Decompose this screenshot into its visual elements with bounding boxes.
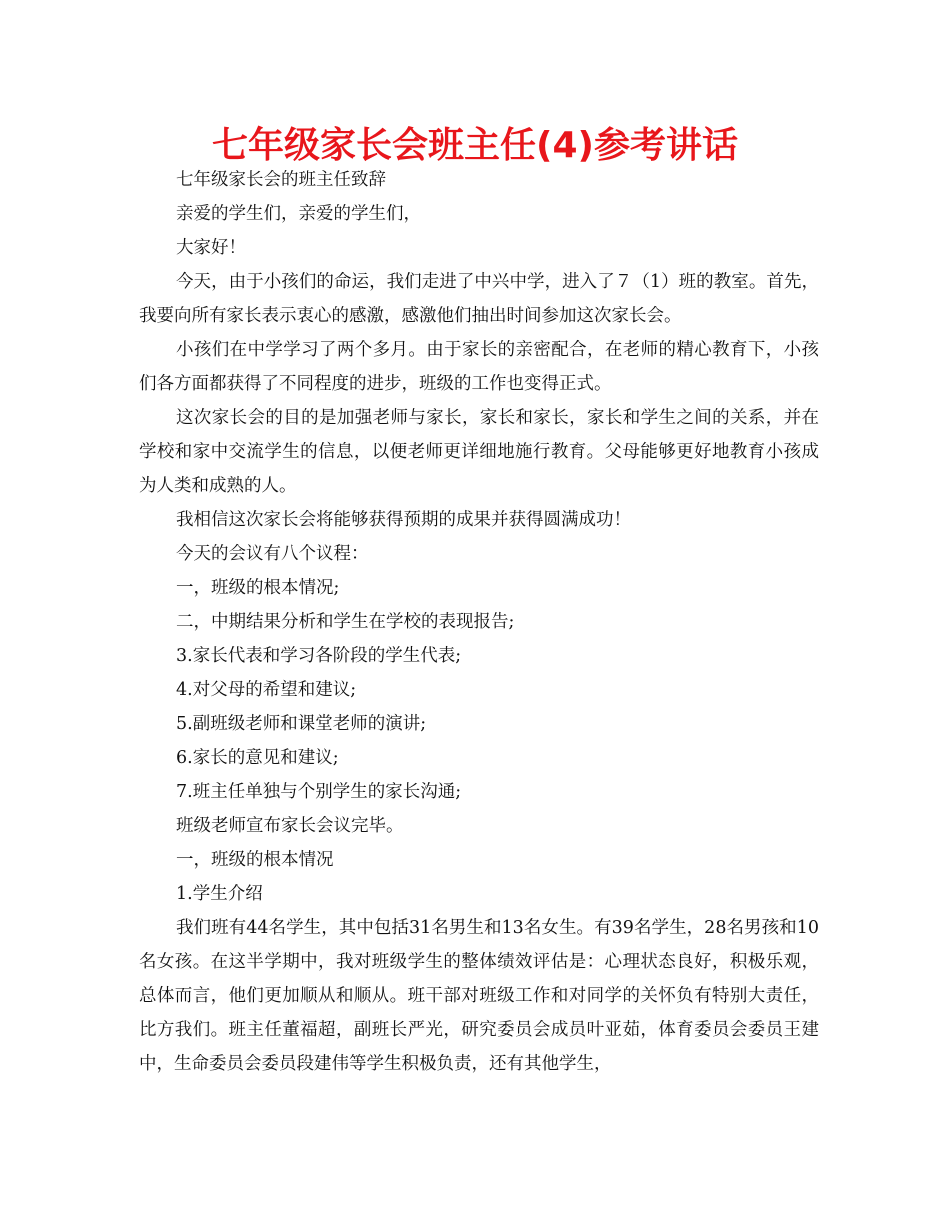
paragraph: 我相信这次家长会将能够获得预期的成果并获得圆满成功！ bbox=[176, 510, 631, 530]
section-heading: 一，班级的根本情况 bbox=[176, 850, 334, 870]
paragraph: 大家好！ bbox=[176, 238, 246, 258]
paragraph: 班级老师宣布家长会议完毕。 bbox=[176, 816, 404, 836]
agenda-item: 二，中期结果分析和学生在学校的表现报告; bbox=[176, 612, 515, 632]
document-title: 七年级家长会班主任(4)参考讲话 bbox=[212, 125, 738, 166]
agenda-item: 4.对父母的希望和建议; bbox=[176, 680, 357, 700]
paragraph: 今天，由于小孩们的命运，我们走进了中兴中学，进入了７（1）班的教室。首先，我要向所有家长表示衷心的感激，感激他们抽出时间参加这次家长会。 bbox=[139, 272, 819, 326]
agenda-item: 6.家长的意见和建议; bbox=[176, 748, 339, 768]
paragraph: 亲爱的学生们，亲爱的学生们， bbox=[176, 204, 421, 224]
agenda-item: 一，班级的根本情况; bbox=[176, 578, 340, 598]
subsection-heading: 1.学生介绍 bbox=[176, 884, 263, 904]
agenda-item: 5.副班级老师和课堂老师的演讲; bbox=[176, 714, 427, 734]
paragraph: 这次家长会的目的是加强老师与家长，家长和家长，家长和学生之间的关系，并在学校和家中交流学生的信息，以便老师更详细地施行教育。父母能够更好地教育小孩成为人类和成熟的人。 bbox=[139, 408, 819, 496]
agenda-item: 7.班主任单独与个别学生的家长沟通; bbox=[176, 782, 462, 802]
paragraph: 小孩们在中学学习了两个多月。由于家长的亲密配合，在老师的精心教育下，小孩们各方面都获得了不同程度的进步，班级的工作也变得正式。 bbox=[139, 340, 819, 394]
paragraph: 七年级家长会的班主任致辞 bbox=[176, 170, 386, 190]
document-body bbox=[139, 163, 819, 1081]
paragraph: 我们班有44名学生，其中包括31名男生和13名女生。有39名学生，28名男孩和10名女孩。在这半学期中，我对班级学生的整体绩效评估是：心理状态良好，积极乐观，总体而言，他们更加顺从和顺从。班干部对班级工作和对同学的关怀负有特别大责任，比方我们。班主任董福超，副班长严光，研究委员会成员叶亚茹，体育委员会委员王建中，生命委员会委员段建伟等学生积极负责，还有其他学生， bbox=[139, 918, 819, 1074]
agenda-item: 3.家长代表和学习各阶段的学生代表; bbox=[176, 646, 462, 666]
paragraph: 今天的会议有八个议程： bbox=[176, 544, 369, 564]
